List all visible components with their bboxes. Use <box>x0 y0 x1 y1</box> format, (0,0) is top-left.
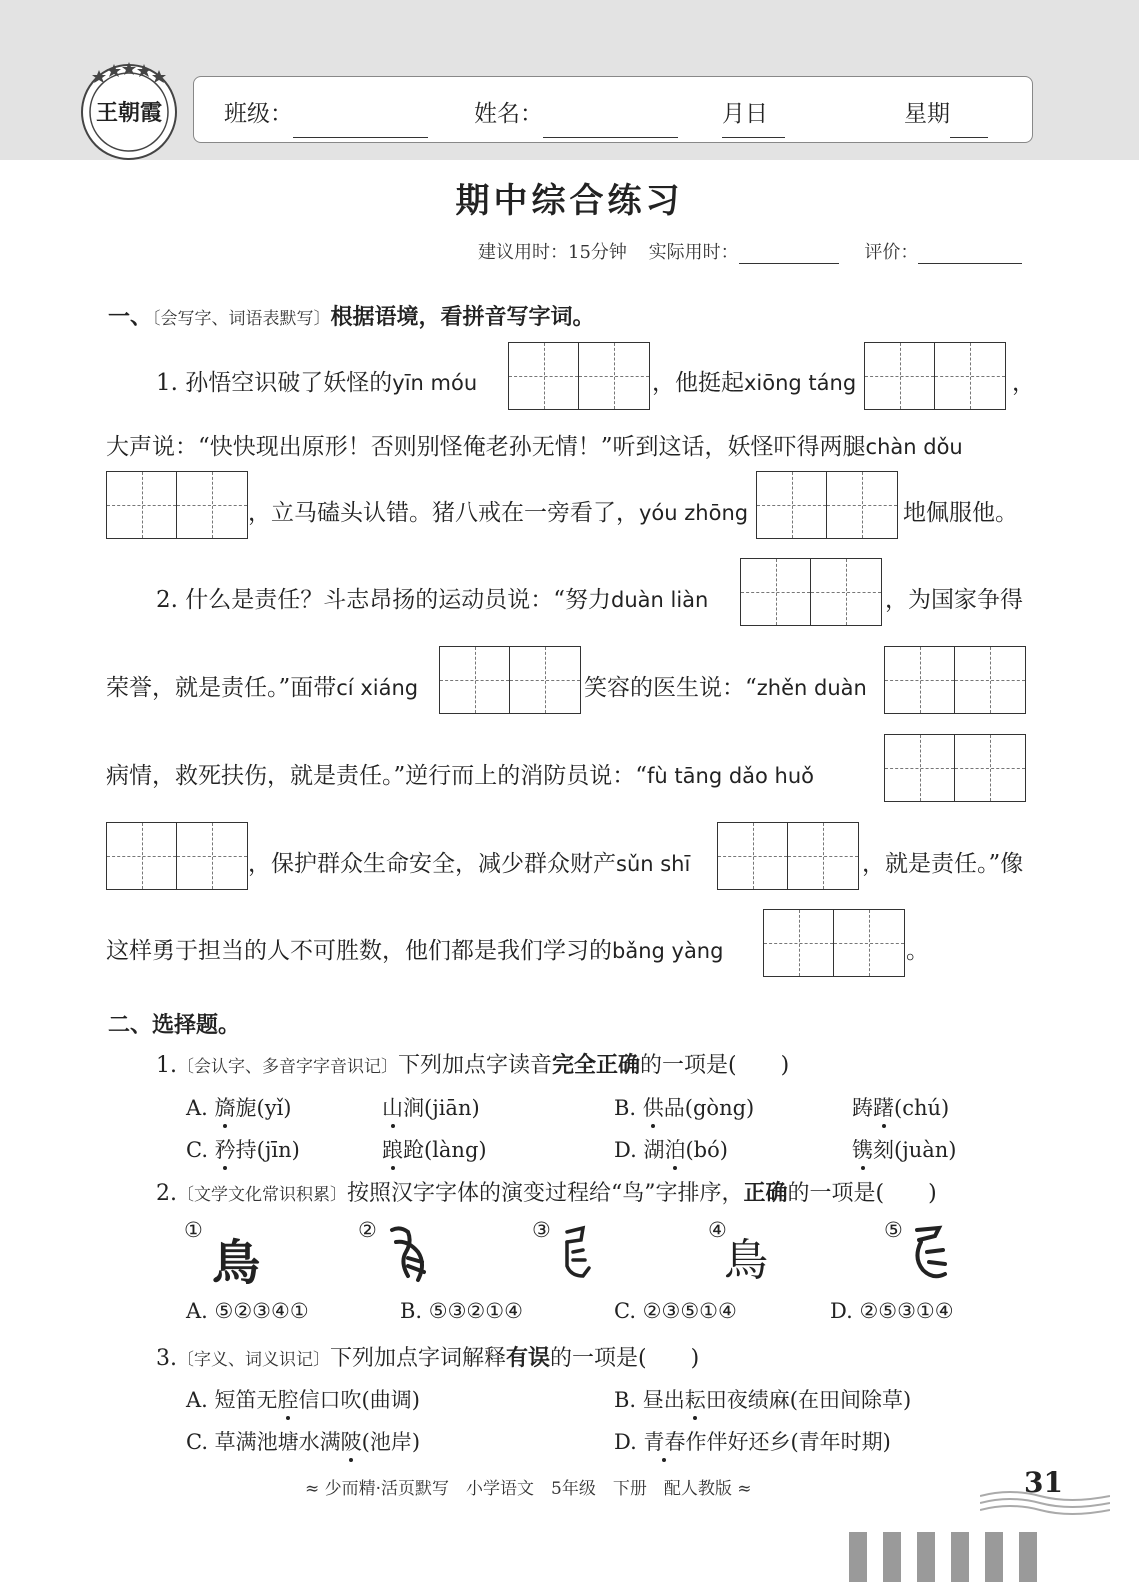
q1-option-a2: 山涧(jiān) <box>382 1096 480 1120</box>
answer-box-cixiang[interactable] <box>439 646 581 714</box>
answer-box-duanlian[interactable] <box>740 558 882 626</box>
q3-option-d[interactable]: D. 青春作伴好还乡(青年时期) <box>614 1430 891 1454</box>
bird-glyph-xiaozhuan <box>553 1222 617 1286</box>
q1-option-a1[interactable]: A. 旖旎(yǐ) <box>186 1096 292 1120</box>
answer-box-zhenduan[interactable] <box>884 646 1026 714</box>
weekday-label: 星期 <box>904 95 950 128</box>
q2-line2: 荣誉，就是责任。”面带cí xiáng <box>106 675 419 701</box>
answer-box-sunshi[interactable] <box>717 822 859 890</box>
answer-box-chandou[interactable] <box>106 471 248 539</box>
choice-q1: 1.〔会认字、多音字字音识记〕下列加点字读音完全正确的一项是( ) <box>156 1052 790 1078</box>
section1-heading: 一、〔会写字、词语表默写〕根据语境，看拼音写字词。 <box>108 305 595 330</box>
class-field[interactable] <box>293 113 428 138</box>
q2-option-d[interactable]: D. ②⑤③①④ <box>830 1299 954 1323</box>
q1-line1b: ，他挺起xiōng táng <box>652 370 857 396</box>
date-fields: 月 日 <box>722 95 768 128</box>
q1-line1: 1. 孙悟空识破了妖怪的yīn móu <box>156 370 478 396</box>
q1-option-c2: 踉跄(làng) <box>382 1138 487 1162</box>
answer-box-youzhong[interactable] <box>756 471 898 539</box>
actual-time-field[interactable] <box>739 239 839 264</box>
answer-box-futang-1[interactable] <box>884 734 1026 802</box>
weekday-field[interactable] <box>950 113 988 138</box>
edge-bar <box>849 1532 867 1582</box>
page-number: 31 <box>1024 1466 1063 1499</box>
page-title: 期中综合练习 <box>455 181 684 221</box>
q2-line5b: 。 <box>906 938 929 964</box>
bird-glyph-jinwen <box>378 1222 442 1286</box>
q2-line2b: 笑容的医生说：“zhěn duàn <box>584 675 867 701</box>
bird-glyph-kaishu: 鳥 <box>212 1235 261 1291</box>
answer-box-xiongtang[interactable] <box>864 342 1006 410</box>
q2-line4: ，保护群众生命安全，减少群众财产sǔn shī <box>248 851 691 877</box>
glyph-label-3: ③ <box>532 1218 551 1242</box>
glyph-label-2: ② <box>358 1218 377 1242</box>
q3-option-a[interactable]: A. 短笛无腔信口吹(曲调) <box>186 1388 420 1412</box>
choice-q3: 3.〔字义、词义识记〕下列加点字词解释有误的一项是( ) <box>156 1345 700 1371</box>
day-field[interactable] <box>745 113 785 138</box>
edge-bar <box>1019 1532 1037 1582</box>
q2-line1b: ，为国家争得 <box>885 587 1023 613</box>
glyph-label-1: ① <box>184 1218 203 1242</box>
q2-option-b[interactable]: B. ⑤③②①④ <box>400 1299 523 1323</box>
q2-line3: 病情，救死扶伤，就是责任。”逆行而上的消防员说：“fù tāng dǎo huǒ <box>106 763 815 789</box>
q1-line1c: ， <box>1012 370 1035 396</box>
student-info-box <box>193 76 1033 143</box>
bird-glyph-lishu: 鳥 <box>724 1235 768 1286</box>
footer-text: ≈ 少而精·活页默写 小学语文 5年级 下册 配人教版 ≈ <box>305 1479 752 1499</box>
q1-line3b: 地佩服他。 <box>903 500 1018 526</box>
q1-option-d2: 镌刻(juàn) <box>852 1138 957 1162</box>
section2-heading: 二、选择题。 <box>108 1013 241 1038</box>
class-label: 班级： <box>224 95 293 128</box>
name-label: 姓名： <box>474 95 543 128</box>
answer-box-bangyang[interactable] <box>763 909 905 977</box>
q1-line2: 大声说：“快快现出原形！否则别怪俺老孙无情！”听到这话，妖怪吓得两腿chàn dǒu <box>106 434 963 460</box>
q2-line5: 这样勇于担当的人不可胜数，他们都是我们学习的bǎng yàng <box>106 938 724 964</box>
q2-option-a[interactable]: A. ⑤②③④① <box>186 1299 309 1323</box>
edge-bar <box>951 1532 969 1582</box>
q1-option-d1[interactable]: D. 湖泊(bó) <box>614 1138 728 1162</box>
q3-option-c[interactable]: C. 草满池塘水满陂(池岸) <box>186 1430 421 1454</box>
brand-logo <box>79 62 179 162</box>
edge-bar <box>985 1532 1003 1582</box>
q3-option-b[interactable]: B. 昼出耘田夜绩麻(在田间除草) <box>614 1388 912 1412</box>
answer-box-futang-2[interactable] <box>106 822 248 890</box>
time-meta: 建议用时：15分钟 实际用时： 评价： <box>478 238 1022 264</box>
q1-option-c1[interactable]: C. 矜持(jīn) <box>186 1138 300 1162</box>
choice-q2: 2.〔文学文化常识积累〕按照汉字字体的演变过程给“鸟”字排序，正确的一项是( ) <box>156 1180 937 1206</box>
name-field[interactable] <box>543 113 678 138</box>
svg-text:王朝霞: 王朝霞 <box>95 100 163 126</box>
q2-line4b: ，就是责任。”像 <box>862 851 1024 877</box>
answer-box-yinmou[interactable] <box>508 342 650 410</box>
glyph-label-5: ⑤ <box>884 1218 903 1242</box>
q2-line1: 2. 什么是责任？斗志昂扬的运动员说：“努力duàn liàn <box>156 587 709 613</box>
edge-bar <box>883 1532 901 1582</box>
glyph-label-4: ④ <box>708 1218 727 1242</box>
q1-option-b2: 踌躇(chú) <box>852 1096 950 1120</box>
q1-line3: ，立马磕头认错。猪八戒在一旁看了，yóu zhōng <box>248 500 749 526</box>
q1-option-b1[interactable]: B. 供品(gòng) <box>614 1096 755 1120</box>
evaluation-field[interactable] <box>918 239 1022 264</box>
bird-glyph-jiaguwen <box>905 1222 969 1286</box>
edge-bar <box>917 1532 935 1582</box>
q2-option-c[interactable]: C. ②③⑤①④ <box>614 1299 737 1323</box>
